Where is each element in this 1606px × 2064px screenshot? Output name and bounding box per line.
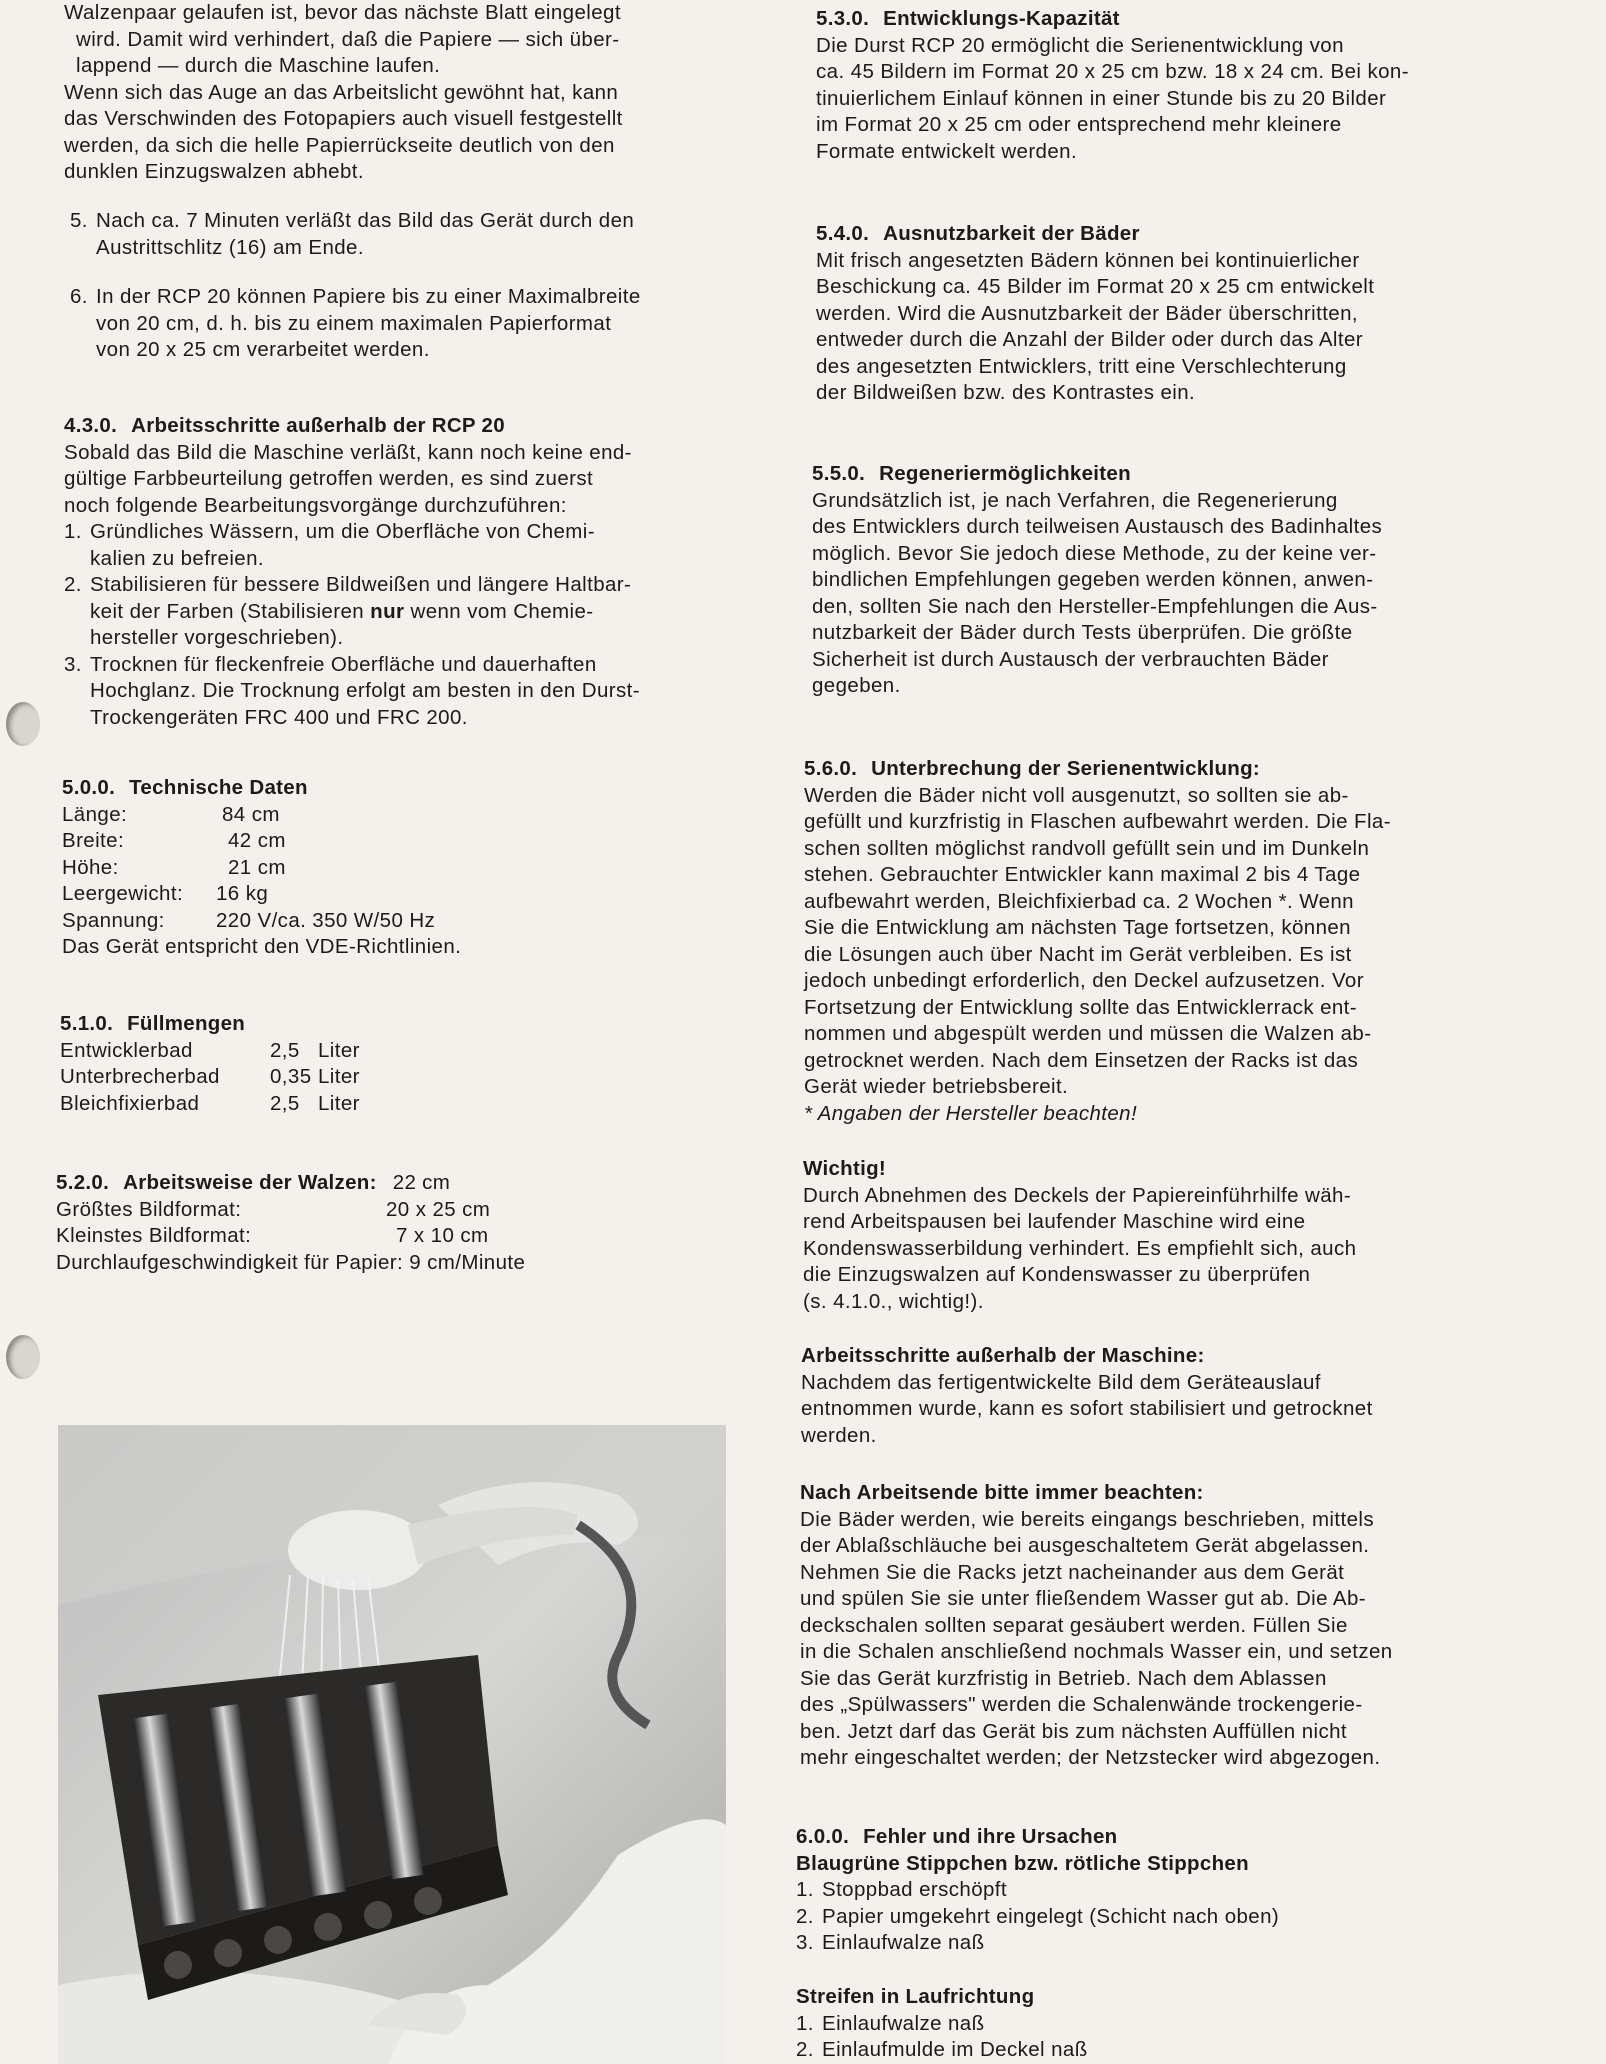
section-heading <box>64 413 764 440</box>
text-line: Gründliches Wässern, um die Oberfläche von Chemi- <box>90 520 595 543</box>
text-line: das Verschwinden des Fotopapiers auch visuell festgestellt <box>64 107 623 130</box>
text-line: von 20 cm, d. h. bis zu einem maximalen Papierformat <box>96 311 612 335</box>
section-5-6-0 <box>804 756 1520 1127</box>
section-heading <box>804 756 1520 783</box>
section-title: Technische Daten <box>129 776 308 799</box>
text-line: Die Bäder werden, wie bereits eingangs beschrieben, mittels <box>800 1507 1374 1531</box>
fill-amount: 2,5 <box>270 1038 300 1062</box>
list-item <box>64 519 764 572</box>
section-5-1-0 <box>60 1011 764 1117</box>
section-number: 5.1.0. <box>60 1012 114 1035</box>
list-number: 2. <box>64 573 82 596</box>
text-line: Sie die Entwicklung am nächsten Tage fortsetzen, können <box>804 916 1351 939</box>
list-item <box>796 1877 1520 1904</box>
text-line: Sie das Gerät kurzfristig in Betrieb. Nach dem Ablassen <box>800 1666 1327 1690</box>
spec-label: Spannung: <box>62 908 165 932</box>
text-line: gefüllt und kurzfristig in Flaschen aufbewahrt werden. Die Fla- <box>804 810 1391 833</box>
spec-note: Das Gerät entspricht den VDE-Richtlinien. <box>62 935 462 958</box>
list-item <box>64 572 764 652</box>
section-heading <box>56 1170 764 1197</box>
section-number: 5.3.0. <box>816 7 870 30</box>
fill-unit: Liter <box>318 1091 360 1115</box>
text-line: (s. 4.1.0., wichtig!). <box>803 1289 984 1313</box>
section-number: 5.6.0. <box>804 757 858 780</box>
text-line: werden, da sich die helle Papierrückseite deutlich von den <box>64 133 615 157</box>
spec-label: Breite: <box>62 829 125 852</box>
text-line: Trockengeräten FRC 400 und FRC 200. <box>90 705 468 729</box>
text-span: keit der Farben (Stabilisieren <box>90 599 371 623</box>
emphasis-text: nur <box>370 599 405 623</box>
spec-value: 16 kg <box>216 882 269 905</box>
section-number: 5.5.0. <box>812 462 866 485</box>
section-5-0-0 <box>62 775 764 961</box>
fill-unit: Liter <box>318 1038 360 1062</box>
list-item <box>64 652 764 732</box>
text-line: entnommen wurde, kann es sofort stabilisiert und getrocknet <box>801 1397 1373 1420</box>
throughput-speed: Durchlaufgeschwindigkeit für Papier: 9 cm/Minute <box>56 1250 526 1274</box>
rack-rinsing-photo <box>58 1425 726 2064</box>
text-line: Gerät wieder betriebsbereit. <box>804 1075 1069 1098</box>
text-line: getrocknet werden. Nach dem Einsetzen der Racks ist das <box>804 1048 1359 1072</box>
step-number: 5. <box>70 209 88 232</box>
text-line: den, sollten Sie nach den Hersteller-Empfehlungen die Aus- <box>812 594 1378 618</box>
fill-row <box>60 1038 764 1065</box>
text-line: im Format 20 x 25 cm oder entsprechend mehr kleinere <box>816 113 1342 136</box>
text-line: Beschickung ca. 45 Bilder im Format 20 x 25 cm entwickelt <box>816 275 1375 298</box>
punch-hole-upper <box>6 702 40 746</box>
list-text: Einlaufwalze naß <box>822 1931 985 1954</box>
fill-label: Entwicklerbad <box>60 1038 193 1062</box>
text-line: Sobald das Bild die Maschine verläßt, kann noch keine end- <box>64 440 632 464</box>
text-line: jedoch unbedingt erforderlich, den Deckel aufzusetzen. Vor <box>804 969 1364 992</box>
text-line: gültige Farbbeurteilung getroffen werden, es sind zuerst <box>64 467 594 490</box>
spec-row <box>62 855 764 882</box>
text-line: des Entwicklers durch teilweisen Austausch des Badinhaltes <box>812 515 1383 538</box>
text-line: nommen und abgespült werden und müssen die Walzen ab- <box>804 1022 1372 1045</box>
text-line: die Einzugswalzen auf Kondenswasser zu überprüfen <box>803 1263 1311 1286</box>
section-number: 6.0.0. <box>796 1825 850 1848</box>
section-heading <box>60 1011 764 1038</box>
text-line: schen sollten möglichst randvoll gefüllt sein und im Dunkeln <box>804 836 1370 860</box>
text-line: Die Durst RCP 20 ermöglicht die Serienentwicklung von <box>816 33 1344 57</box>
text-line: Durch Abnehmen des Deckels der Papiereinführhilfe wäh- <box>803 1183 1352 1207</box>
list-text: Stoppbad erschöpft <box>822 1878 1007 1901</box>
spec-label: Länge: <box>62 802 128 826</box>
text-line: mehr eingeschaltet werden; der Netzstecker wird abgezogen. <box>800 1746 1381 1769</box>
spec-value: 220 V/ca. 350 W/50 Hz <box>216 908 436 932</box>
format-value: 7 x 10 cm <box>396 1224 489 1247</box>
section-number: 5.0.0. <box>62 776 116 799</box>
section-heading: Wichtig! <box>803 1157 887 1180</box>
text-line: von 20 x 25 cm verarbeitet werden. <box>96 338 430 361</box>
list-item <box>796 2011 1520 2038</box>
intro-paragraph <box>64 0 764 186</box>
text-line: Mit frisch angesetzten Bädern können bei kontinuierlicher <box>816 248 1360 272</box>
machine-steps-section <box>801 1343 1520 1449</box>
text-line: werden. <box>801 1423 877 1447</box>
text-line: Hochglanz. Die Trocknung erfolgt am besten in den Durst- <box>90 679 640 702</box>
step-5 <box>70 208 764 261</box>
section-title: Arbeitsschritte außerhalb der RCP 20 <box>131 414 505 437</box>
section-number: 4.3.0. <box>64 414 118 437</box>
fill-row <box>60 1091 764 1118</box>
text-line: Sicherheit ist durch Austausch der verbrauchten Bäder <box>812 647 1329 671</box>
fill-amount: 2,5 <box>270 1091 300 1115</box>
text-line: stehen. Gebrauchter Entwickler kann maximal 2 bis 4 Tage <box>804 863 1361 886</box>
fill-label: Bleichfixierbad <box>60 1091 200 1115</box>
text-line: entweder durch die Anzahl der Bilder oder durch das Alter <box>816 328 1364 351</box>
text-line: noch folgende Bearbeitungsvorgänge durchzuführen: <box>64 493 567 517</box>
section-5-5-0 <box>812 461 1520 700</box>
streifen-section <box>796 1984 1520 2064</box>
section-heading <box>796 1824 1520 1851</box>
text-line: Werden die Bäder nicht voll ausgenutzt, so sollten sie ab- <box>804 783 1349 807</box>
list-number: 3. <box>64 652 82 676</box>
text-line: werden. Wird die Ausnutzbarkeit der Bäder überschritten, <box>816 301 1358 325</box>
text-line: dunklen Einzugswalzen abhebt. <box>64 160 364 183</box>
spec-value: 42 cm <box>228 829 286 852</box>
text-line: der Bildweißen bzw. des Kontrastes ein. <box>816 381 1196 404</box>
text-line: bindlichen Empfehlungen gegeben werden können, anwen- <box>812 568 1374 591</box>
fill-amount: 0,35 <box>270 1065 312 1088</box>
roller-width-value: 22 cm <box>392 1171 451 1194</box>
text-line: Kondenswasserbildung verhindert. Es empfiehlt sich, auch <box>803 1236 1357 1260</box>
text-line: Nehmen Sie die Racks jetzt nacheinander aus dem Gerät <box>800 1560 1345 1584</box>
list-item <box>796 1904 1520 1931</box>
section-title: Regeneriermöglichkeiten <box>879 462 1131 485</box>
list-number: 1. <box>64 520 82 543</box>
list-text: Papier umgekehrt eingelegt (Schicht nach oben) <box>822 1904 1280 1928</box>
format-row <box>56 1197 764 1224</box>
spec-row <box>62 881 764 908</box>
spec-label: Höhe: <box>62 855 119 879</box>
text-line: Fortsetzung der Entwicklung sollte das Entwicklerrack ent- <box>804 995 1358 1019</box>
text-line: wird. Damit wird verhindert, daß die Papiere — sich über- <box>76 27 620 51</box>
spec-value: 21 cm <box>228 855 286 879</box>
text-line: In der RCP 20 können Papiere bis zu einer Maximalbreite <box>96 285 641 308</box>
step-number: 6. <box>70 285 88 308</box>
text-line: Grundsätzlich ist, je nach Verfahren, die Regenerierung <box>812 488 1338 512</box>
text-line: des „Spülwassers" werden die Schalenwände trockengerie- <box>800 1693 1363 1716</box>
spec-row <box>62 828 764 855</box>
section-heading: Nach Arbeitsende bitte immer beachten: <box>800 1481 1204 1504</box>
text-line: des angesetzten Entwicklers, tritt eine Verschlechterung <box>816 354 1347 378</box>
spec-value: 84 cm <box>222 802 280 826</box>
text-line: Walzenpaar gelaufen ist, bevor das nächste Blatt eingelegt <box>64 1 621 24</box>
fill-row <box>60 1064 764 1091</box>
text-line: kalien zu befreien. <box>90 546 264 570</box>
section-title: Füllmengen <box>127 1012 246 1035</box>
text-line: möglich. Bevor Sie jedoch diese Methode, zu der keine ver- <box>812 541 1377 565</box>
text-line: ca. 45 Bildern im Format 20 x 25 cm bzw. 18 x 24 cm. Bei kon- <box>816 60 1409 83</box>
text-line: und spülen Sie sie unter fließendem Wasser gut ab. Die Ab- <box>800 1587 1366 1610</box>
section-title: Entwicklungs-Kapazität <box>883 7 1120 30</box>
text-line: gegeben. <box>812 674 901 697</box>
text-span: wenn vom Chemie- <box>404 599 594 623</box>
text-line: deckschalen sollten separat gesäubert werden. Füllen Sie <box>800 1613 1348 1637</box>
fill-unit: Liter <box>318 1065 360 1088</box>
spec-row <box>62 802 764 829</box>
text-line: aufbewahrt werden, Bleichfixierbad ca. 2 Wochen *. Wenn <box>804 889 1354 913</box>
list-item <box>796 1930 1520 1957</box>
section-6-0-0 <box>796 1824 1520 1957</box>
list-number: 2. <box>796 2038 814 2061</box>
section-heading <box>62 775 764 802</box>
text-line: nutzbarkeit der Bäder durch Tests überprüfen. Die größte <box>812 621 1353 644</box>
section-5-4-0 <box>816 221 1520 407</box>
format-label: Kleinstes Bildformat: <box>56 1224 252 1247</box>
section-title: Unterbrechung der Serienentwicklung: <box>871 757 1261 780</box>
section-heading <box>816 221 1520 248</box>
section-title: Fehler und ihre Ursachen <box>863 1825 1118 1848</box>
spec-row <box>62 908 764 935</box>
format-label: Größtes Bildformat: <box>56 1197 242 1221</box>
footnote: * Angaben der Hersteller beachten! <box>804 1101 1138 1125</box>
text-line: rend Arbeitspausen bei laufender Maschine wird eine <box>803 1210 1306 1233</box>
wichtig-section <box>803 1156 1520 1315</box>
text-line: Trocknen für fleckenfreie Oberfläche und dauerhaften <box>90 652 597 676</box>
text-line: Stabilisieren für bessere Bildweißen und längere Haltbar- <box>90 573 632 596</box>
section-5-2-0 <box>56 1170 764 1276</box>
section-title: Ausnutzbarkeit der Bäder <box>883 222 1140 245</box>
section-number: 5.2.0. <box>56 1171 110 1194</box>
list-number: 2. <box>796 1904 814 1928</box>
section-4-3-0 <box>64 413 764 731</box>
section-5-3-0 <box>816 6 1520 165</box>
step-6 <box>70 284 764 364</box>
text-line: tinuierlichem Einlauf können in einer Stunde bis zu 20 Bilder <box>816 86 1387 110</box>
section-number: 5.4.0. <box>816 222 870 245</box>
section-heading <box>816 6 1520 33</box>
list-number: 1. <box>796 1878 814 1901</box>
text-line: die Lösungen auch über Nacht im Gerät verbleiben. Es ist <box>804 942 1352 966</box>
list-text: Einlaufwalze naß <box>822 2011 985 2035</box>
text-line: Austrittschlitz (16) am Ende. <box>96 235 364 259</box>
text-line: Wenn sich das Auge an das Arbeitslicht gewöhnt hat, kann <box>64 80 619 104</box>
fill-label: Unterbrecherbad <box>60 1065 220 1088</box>
section-heading: Arbeitsschritte außerhalb der Maschine: <box>801 1344 1205 1367</box>
list-item <box>796 2037 1520 2064</box>
spec-label: Leergewicht: <box>62 882 184 905</box>
section-heading: Streifen in Laufrichtung <box>796 1985 1035 2008</box>
text-line: hersteller vorgeschrieben). <box>90 626 344 649</box>
text-line: Formate entwickelt werden. <box>816 139 1078 163</box>
section-heading <box>812 461 1520 488</box>
text-line: in die Schalen anschließend nochmals Wasser ein, und setzen <box>800 1640 1393 1663</box>
format-row <box>56 1223 764 1250</box>
format-value: 20 x 25 cm <box>386 1197 491 1221</box>
text-line: ben. Jetzt darf das Gerät bis zum nächsten Auffüllen nicht <box>800 1719 1348 1743</box>
end-of-work-section <box>800 1480 1520 1772</box>
text-line <box>90 599 764 626</box>
list-number: 3. <box>796 1931 814 1954</box>
text-line: Nach ca. 7 Minuten verläßt das Bild das Gerät durch den <box>96 209 635 232</box>
text-line: Nachdem das fertigentwickelte Bild dem Geräteauslauf <box>801 1370 1321 1394</box>
section-subtitle: Blaugrüne Stippchen bzw. rötliche Stippchen <box>796 1851 1249 1875</box>
list-number: 1. <box>796 2011 814 2035</box>
punch-hole-lower <box>6 1335 40 1379</box>
section-title: Arbeitsweise der Walzen: <box>123 1171 377 1194</box>
list-text: Einlaufmulde im Deckel naß <box>822 2038 1088 2061</box>
text-line: lappend — durch die Maschine laufen. <box>76 54 441 77</box>
text-line: der Ablaßschläuche bei ausgeschaltetem Gerät abgelassen. <box>800 1534 1370 1557</box>
